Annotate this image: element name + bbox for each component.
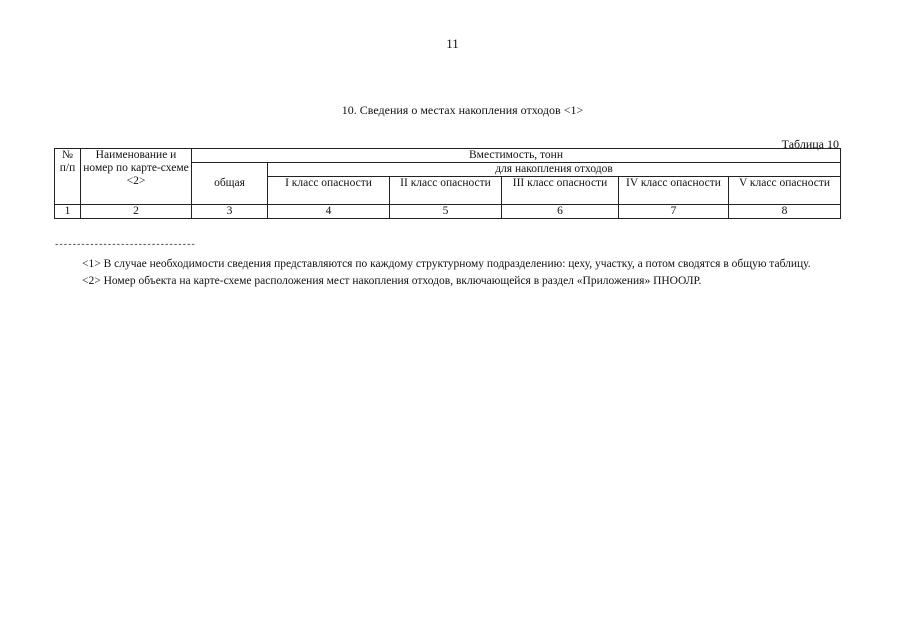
- header-class-2: II класс опасности: [390, 177, 502, 205]
- column-number: 3: [192, 205, 268, 219]
- section-title: 10. Сведения о местах накопления отходов <1>: [341, 103, 584, 117]
- header-class-3: III класс опасности: [502, 177, 619, 205]
- column-number: 4: [268, 205, 390, 219]
- header-name: Наименование и номер по карте-схеме <2>: [81, 149, 192, 205]
- header-class-5: V класс опасности: [729, 177, 841, 205]
- footnotes: [54, 257, 840, 291]
- waste-accumulation-table: [54, 148, 841, 219]
- header-for-accumulation: для накопления отходов: [268, 163, 841, 177]
- footnote-separator: --------------------------------: [54, 240, 195, 250]
- page-number: 11: [446, 36, 459, 51]
- column-number: 5: [390, 205, 502, 219]
- footnote-2: <2> Номер объекта на карте-схеме расположения мест накопления отходов, включающейся в раздел «Приложения» ПНООЛР.: [82, 275, 702, 287]
- header-class-4: IV класс опасности: [619, 177, 729, 205]
- table-row: [55, 205, 841, 219]
- header-total: общая: [192, 163, 268, 205]
- footnote-1: <1> В случае необходимости сведения представляются по каждому структурному подразделению: цеху, участку, а потом сводятся в общую таблицу.: [82, 258, 811, 270]
- column-number: 6: [502, 205, 619, 219]
- header-num: № п/п: [55, 149, 81, 205]
- column-number: 1: [55, 205, 81, 219]
- header-capacity: Вместимость, тонн: [192, 149, 841, 163]
- column-number: 2: [81, 205, 192, 219]
- header-class-1: I класс опасности: [268, 177, 390, 205]
- table-label: Таблица 10: [781, 137, 839, 151]
- column-number: 7: [619, 205, 729, 219]
- column-number: 8: [729, 205, 841, 219]
